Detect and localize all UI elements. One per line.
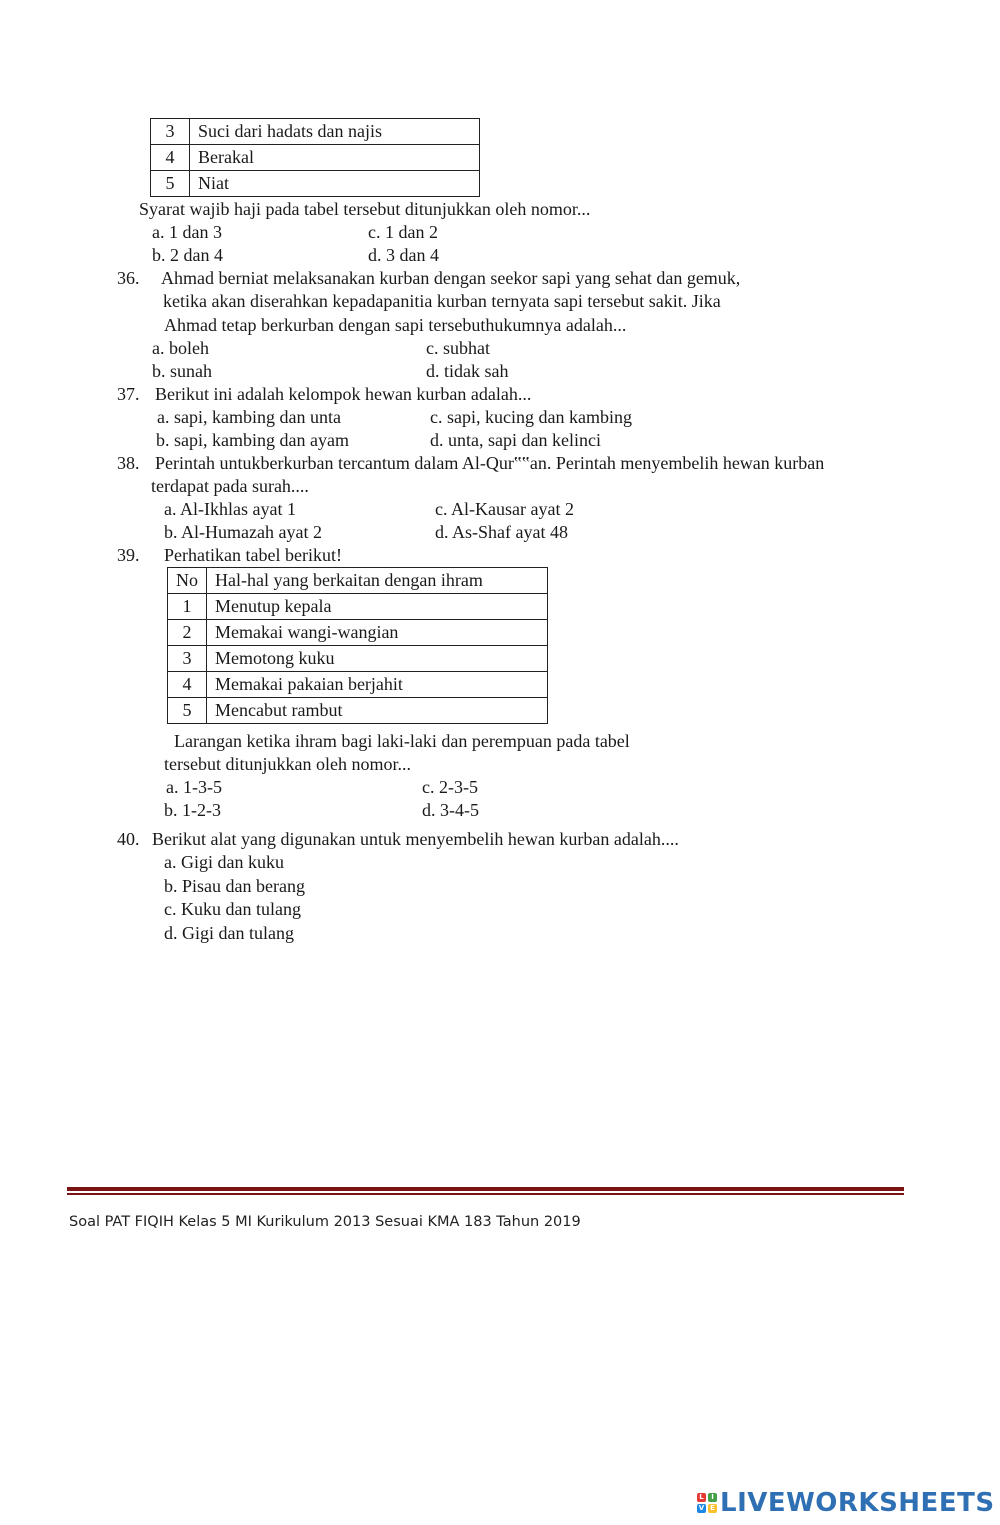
table-row — [151, 119, 480, 145]
question-39-option-b[interactable]: b. 1-2-3 — [164, 800, 221, 820]
question-39-number: 39. — [117, 545, 140, 565]
row-number: 4 — [168, 672, 207, 698]
table-row — [168, 672, 548, 698]
table-row — [168, 646, 548, 672]
question-38-option-d[interactable]: d. As-Shaf ayat 48 — [435, 522, 568, 542]
question-38-option-c[interactable]: c. Al-Kausar ayat 2 — [435, 499, 574, 519]
question-38-number: 38. — [117, 453, 140, 473]
question-40-option-d[interactable]: d. Gigi dan tulang — [164, 923, 294, 943]
question-35-option-c[interactable]: c. 1 dan 2 — [368, 222, 438, 242]
question-40-stem: Berikut alat yang digunakan untuk menyembelih hewan kurban adalah.... — [152, 829, 679, 849]
question-39-option-a[interactable]: a. 1-3-5 — [166, 777, 222, 797]
question-36-line2: ketika akan diserahkan kepadapanitia kurban ternyata sapi tersebut sakit. Jika — [163, 291, 721, 311]
logo-letter-l: L — [697, 1493, 706, 1502]
header-no: No — [168, 568, 207, 594]
row-number: 3 — [168, 646, 207, 672]
question-38-option-b[interactable]: b. Al-Humazah ayat 2 — [164, 522, 322, 542]
question-39-option-c[interactable]: c. 2-3-5 — [422, 777, 478, 797]
question-37-option-c[interactable]: c. sapi, kucing dan kambing — [430, 407, 632, 427]
question-37-stem: Berikut ini adalah kelompok hewan kurban adalah... — [155, 384, 532, 404]
requirements-table — [150, 118, 480, 197]
question-36-line1: Ahmad berniat melaksanakan kurban dengan seekor sapi yang sehat dan gemuk, — [161, 268, 741, 288]
row-text: Suci dari hadats dan najis — [190, 119, 480, 145]
row-text: Menutup kepala — [207, 594, 548, 620]
row-number: 1 — [168, 594, 207, 620]
liveworksheets-brand — [697, 1488, 995, 1518]
question-38-option-a[interactable]: a. Al-Ikhlas ayat 1 — [164, 499, 296, 519]
table-header-row — [168, 568, 548, 594]
brand-name: LIVEWORKSHEETS — [720, 1488, 995, 1518]
question-39-line1: Larangan ketika ihram bagi laki-laki dan perempuan pada tabel — [174, 731, 630, 751]
question-36-option-a[interactable]: a. boleh — [152, 338, 209, 358]
footer-rule-thin — [67, 1193, 904, 1195]
table-row — [151, 145, 480, 171]
question-39-option-d[interactable]: d. 3-4-5 — [422, 800, 479, 820]
question-37-option-d[interactable]: d. unta, sapi dan kelinci — [430, 430, 601, 450]
row-text: Niat — [190, 171, 480, 197]
liveworksheets-logo — [697, 1493, 717, 1513]
table-row — [168, 594, 548, 620]
question-37-option-a[interactable]: a. sapi, kambing dan unta — [157, 407, 341, 427]
question-40-option-a[interactable]: a. Gigi dan kuku — [164, 852, 284, 872]
question-36-option-c[interactable]: c. subhat — [426, 338, 490, 358]
question-36-option-b[interactable]: b. sunah — [152, 361, 212, 381]
row-text: Memotong kuku — [207, 646, 548, 672]
question-36-option-d[interactable]: d. tidak sah — [426, 361, 509, 381]
row-number: 3 — [151, 119, 190, 145]
footer-rule-thick — [67, 1187, 904, 1191]
question-35-option-d[interactable]: d. 3 dan 4 — [368, 245, 439, 265]
question-38-line2: terdapat pada surah.... — [151, 476, 309, 496]
question-35-option-b[interactable]: b. 2 dan 4 — [152, 245, 223, 265]
question-35-option-a[interactable]: a. 1 dan 3 — [152, 222, 222, 242]
table-row — [168, 620, 548, 646]
table-row — [168, 698, 548, 724]
question-36-line3: Ahmad tetap berkurban dengan sapi tersebuthukumnya adalah... — [164, 315, 627, 335]
footer-text: Soal PAT FIQIH Kelas 5 MI Kurikulum 2013 Sesuai KMA 183 Tahun 2019 — [69, 1214, 581, 1230]
logo-letter-i: I — [708, 1493, 717, 1502]
row-number: 4 — [151, 145, 190, 171]
row-text: Memakai pakaian berjahit — [207, 672, 548, 698]
row-number: 2 — [168, 620, 207, 646]
row-number: 5 — [168, 698, 207, 724]
question-39-line2: tersebut ditunjukkan oleh nomor... — [164, 754, 411, 774]
question-40-option-b[interactable]: b. Pisau dan berang — [164, 876, 305, 896]
question-36-number: 36. — [117, 268, 140, 288]
table-row — [151, 171, 480, 197]
question-40-number: 40. — [117, 829, 140, 849]
logo-letter-v: V — [698, 1504, 705, 1512]
row-text: Berakal — [190, 145, 480, 171]
question-40-option-c[interactable]: c. Kuku dan tulang — [164, 899, 301, 919]
header-text: Hal-hal yang berkaitan dengan ihram — [207, 568, 548, 594]
question-37-number: 37. — [117, 384, 140, 404]
question-38-line1: Perintah untukberkurban tercantum dalam Al-Qur‟‟an. Perintah menyembelih hewan kurban — [155, 453, 825, 473]
row-number: 5 — [151, 171, 190, 197]
ihram-table — [167, 567, 548, 724]
question-35-stem: Syarat wajib haji pada tabel tersebut ditunjukkan oleh nomor... — [139, 199, 591, 219]
question-39-stem: Perhatikan tabel berikut! — [164, 545, 342, 565]
logo-letter-e: E — [708, 1504, 717, 1513]
question-37-option-b[interactable]: b. sapi, kambing dan ayam — [156, 430, 349, 450]
row-text: Memakai wangi-wangian — [207, 620, 548, 646]
row-text: Mencabut rambut — [207, 698, 548, 724]
